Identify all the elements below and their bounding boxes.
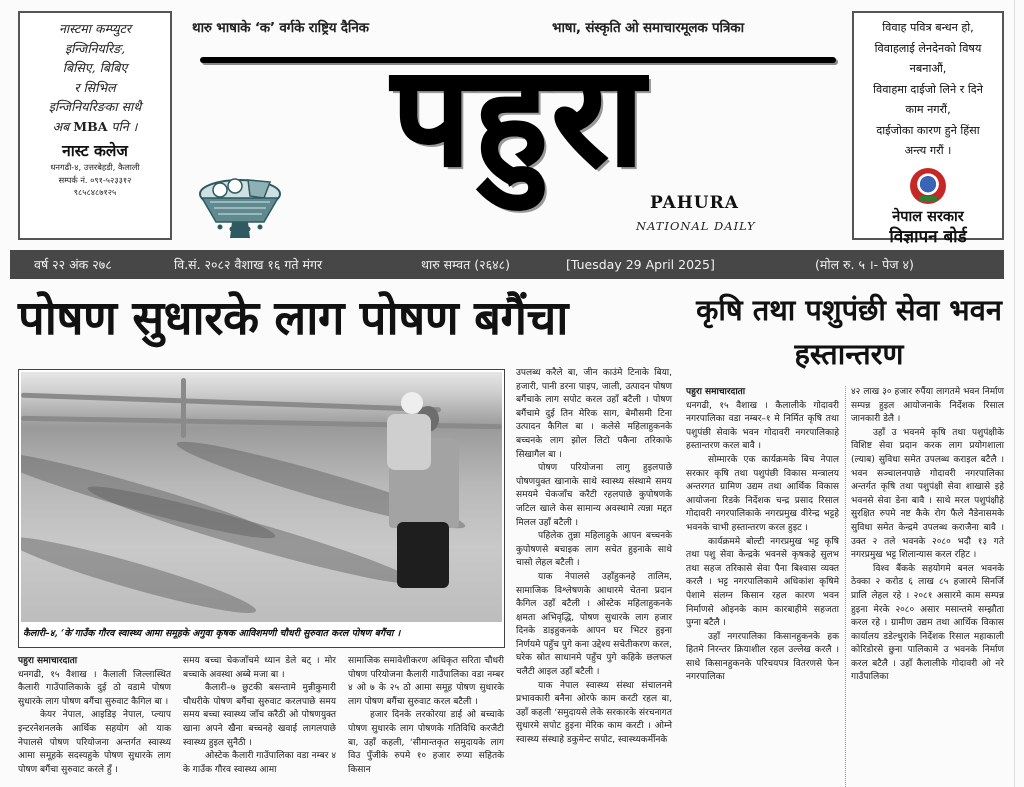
college-address: धनगढी-४, उत्तरबेहडी, कैलाली <box>50 162 140 172</box>
ad-line: नबनाऔं, <box>909 62 947 75</box>
college-mobile: ९८५८४८७१२५ <box>73 187 117 197</box>
ad-line: दाईजोका कारण हुने हिंसा <box>876 123 980 137</box>
paragraph: ओस्टेक कैलारी गाउँपालिका वडा नम्बर ४ के गाउँक गौरव स्वास्थ्य आमा <box>183 751 336 775</box>
ad-line: इन्जिनियरिङका साथै <box>48 99 142 114</box>
news-photo[interactable] <box>18 369 505 648</box>
paragraph: पहिलेक तुन्ना महिलाहुके आपन बच्चनके कुपोषणसे बचाइक लाग सचेत हुइनाके साथे चासो लेहल बटैली । <box>516 531 672 569</box>
ad-mba-line <box>20 117 170 137</box>
paragraph: ४२ लाख ३० हजार रुपैंया लागतमे भवन निर्माण सम्पन्न हुइल आयोजनाके निर्देशक रिसाल जानकारी डेलै । <box>851 387 1004 425</box>
paragraph: याक नेपाल स्वास्थ्य संस्था संचालनमे प्रभावकारी बनैना ओरफे काम करटी रहल बा, उहाँ कहली ‘समुदायसे लेके सरकारके संरचनागत सुधारमे सपोट हुइना मेरिक काम करटी । ओम्ने स्वास्थ्य संस्थाहे डकुमेन्ट सपोट, स्वास्थ्यकर्मीनके <box>516 680 672 746</box>
college-name: नास्ट कलेज <box>62 142 128 160</box>
ad-line: इन्जिनियरिङ, <box>64 40 126 56</box>
paragraph: सोम्मारके एक कार्यक्रमके बिच नेपाल सरकार कृषि तथा पशुपंछी विकास मन्त्रालय अन्तरगत ग्रामिण उद्यम तथा आर्थिक विकास आयोजना रिडके निर्देशक चन्द्र प्रसाद रिसाल गोदावरी नगरपालिकाके नगरप्रमुख वीरेन्द्र भट्टहे भवनके चाभी हस्तान्तरण करल हुइट । <box>686 454 839 533</box>
ad-nast-college[interactable] <box>18 11 172 240</box>
side-headline[interactable]: कृषि तथा पशुपंछी सेवा भवन हस्तान्तरण <box>696 293 1002 371</box>
main-story-col-2 <box>183 655 336 777</box>
photo-caption: कैलारी–४, ‘के’गाउँक गौरव स्वास्थ्य आमा समूहके अगुवा कृषक आविशमणी चौधरी सुरुवात करल पोषण बगैंचा । <box>23 628 401 639</box>
bs-date: वि.सं. २०८२ वैशाख १६ गते मंगर <box>174 257 323 272</box>
paragraph: धनगढी, १५ वैशाख । कैलालीके गोदावरी नगरपालिका वडा नम्बर–१ मे निर्मित कृषि तथा पशुपंछी सेवाके भवन गोदावरी नगरपालिकाहे हस्तान्तरण करल बावै । <box>686 400 839 452</box>
ad-date: [Tuesday 29 April 2025] <box>566 257 715 272</box>
side-story-col-2 <box>851 386 1004 685</box>
paragraph: कैलारी–७ छुटकी बसन्तामे मुन्नीकुमारी चौधरीके पोषण बगैंचा सुरुवाट करलपाछे समय समय बच्चा स्वास्थ्य जाँच करैठी ओ पोषणयुक्त खाना अपने खैना बच्चनहे खवाई लागलपाछे स्वास्थ्य हुइल सुनैठी । <box>183 683 336 748</box>
paragraph: उपलब्ध करैले बा, जीन काउंमे टिनाके बिया, हजारी, पानी डरना पाइप, जाली, उत्पादन पोषण बगैंचाके लाग सपोट करल उहाँ बटैली । पोषण बगैंचामे दुई तिन मेरिक साग, बेमौसमी टिना उत्पादन कैगिल बा । कलेसे महिलाहुकनके बच्चनके लाग झोल लिटो पकैना तरिकाफे सिखागैल बा । <box>516 368 672 460</box>
paragraph: पोषण परियोजना लागु हुइलपाछे पोषणयुक्त खानाके साथे स्वास्थ्य संस्थामे समय समयमे चेकजाँच करैटी रहलपाछे कुपोषणके जटिल खाले केस सामान्य अवस्थामे त्यन्ना मद्दत मिलल उहाँ बटैली । <box>516 463 672 528</box>
paragraph: धनगढी, १५ वैशाख । कैलाली जिल्लास्थित कैलारी गाउँपालिकाके दुई ठो वडामे पोषण सुधारके लाग पोषण बगैंचा सुरुवाट कैगिल बा । <box>18 669 171 707</box>
ad-mba-prefix: अब <box>52 118 70 134</box>
ad-advertising-board[interactable] <box>852 11 1004 247</box>
ad-line: काम नगरौं, <box>905 103 951 116</box>
newspaper-title[interactable]: पहुरा <box>392 36 648 197</box>
price-page: (मोल रु. ५ ।- पेज ४) <box>815 257 914 272</box>
column-divider <box>845 386 846 787</box>
year-issue: वर्ष २२ अंक २७८ <box>34 257 112 272</box>
ad-line: विवाहलाई लेनदेनको विषय <box>874 41 982 55</box>
tagline-left: थारु भाषाके ‘क’ वर्गके राष्ट्रिय दैनिक <box>192 20 369 36</box>
byline: पहुरा समाचारदाता <box>686 387 746 397</box>
page-edge <box>1014 0 1015 787</box>
ad-line: अन्त्य गरौं । <box>904 144 952 157</box>
paragraph: उहाँ उ भवनमे कृषि तथा पशुपंक्षीके विशिष्ट सेवा प्रदान करक लाग प्रयोगशाला (ल्याब) सुविधा समेत उपलब्ध कराइल बटैलै । भवन सञ्चालनपाछे गोदावरी नगरपालिका अन्तर्गत कृषि तथा पशुपंक्षी सेवा शाखासे इहे भवनसे सेवा डेना बावै । साथे मरल पशुपंक्षीहे सुरक्षित रुपमे नष्ट कैके रोग फैले नैडेनासमके सुविधा समेत केन्द्रमे उपलब्ध कराजैना बावै । उक्त २ तले भवनके २०८० भदौ १३ गते नगरप्रमुख भट्ट शिलान्यास करल रहिट । <box>851 427 1004 561</box>
ad-mba: MBA <box>73 118 108 134</box>
paragraph: याक नेपालसे उहाँहुकनहे तालिम, सामाजिक विश्लेषणके आधारमे चेतना प्रदान कैगिल उहाँ बटैली । ओस्टेक महिलाहुकनके क्षमता अभिवृद्धि, पोषण सुधारके लाग हजार दिनके डाइहुकनके आपन घर भिटर हुइना निर्णयमे पहुँच पुगे कना उद्देश्य सचेतीकरण करल, घरेक स्रोत साधानमे पहुँच पुगे कहिके छलफल चलैटी आइल उहाँ बटैली । <box>516 571 672 678</box>
garden-photo <box>21 372 502 622</box>
nepal-emblem-icon <box>910 168 946 204</box>
ad-mba-suffix: पनि । <box>111 118 138 134</box>
ad-line: बिसिए, बिबिए <box>62 60 128 75</box>
ad-line: र सिभिल <box>74 79 116 95</box>
tagline-right: भाषा, संस्कृति ओ समाचारमूलक पत्रिका <box>552 20 744 36</box>
byline: पहुरा समाचारदाता <box>18 656 78 666</box>
main-story-col-3 <box>348 655 504 777</box>
paragraph: केयर नेपाल, आइडिइ नेपाल, प्ल्याप इन्टरनेशनलके आर्थिक सहयोग ओ याक नेपालसे पोषण परियोजना अन्तर्गत स्वास्थ्य आमा समूहके सदस्यहुके पोषण सुधारके लाग पोषण बगैंचा सुरुवाट करले हुँ । <box>18 710 171 775</box>
main-headline[interactable]: पोषण सुधारके लाग पोषण बगैंचा <box>18 291 568 346</box>
ad-line: विवाह पवित्र बन्धन हो, <box>882 21 974 34</box>
paragraph: सामाजिक समावेशीकरण अधिकृत सरिता चौधरी पोषण परियोजना कैलारी गाउँपालिका वडा नम्बर ४ ओ ७ के २५ ठो आमा समूह पोषण सुधारके लाग पोषण बगैंचा सुरुवाट करल बटैली । <box>348 656 504 707</box>
basket-icon <box>190 172 290 242</box>
dateline-bar <box>10 250 1004 279</box>
side-story-col-1 <box>686 386 839 685</box>
subtitle-english: NATIONAL DAILY <box>636 219 756 233</box>
paragraph: विश्व बैंकके सहयोगमे बनल भवनके ठेक्का २ करोड ६ लाख ८५ हजारमे सिनर्जि प्रालि लेहल रहे । २०८१ असारमे काम सम्पन्न हुइना मेरके २०८० असार मसान्तमे सम्झौता करल रहे । ग्रामीण उद्यम तथा आर्थिक विकास कार्यालय डडेल्धुराके निर्देशक रिसाल महाकाली कोरिडोरसे छुना पालिकामे उ भवनके निर्माण करल बटैलै । उहाँ कैलालीके गोदावरी ओ नरे गाउँपालिका <box>851 563 1004 683</box>
ad-line: नास्टमा कम्प्युटर <box>58 21 132 36</box>
title-english: PAHURA <box>650 193 739 213</box>
ad-board: विज्ञापन बोर्ड <box>889 226 967 247</box>
paragraph: कार्यक्रममे बोल्टी नगरप्रमुख भट्ट कृषि तथा पशु सेवा केन्द्रके भवनसे कृषकहे सुलभ तथा सहज तरिकासे सेवा पैना बिश्वास व्यक्त करलै । भट्ट नगरपालिकामे अधिकांश कृषिमे पेशामे संलग्न किसान रहल कारण भवन निर्माणसे ओइनके काम कारबाहीमे सहजता पुग्ना बटैलै । <box>686 536 839 629</box>
main-story-col-1 <box>18 655 171 777</box>
college-phone: सम्पर्क नं. ०९१-५२३३१२ <box>58 174 132 185</box>
ad-line: विवाहमा दाईजो लिने र दिने <box>873 82 983 96</box>
paragraph: समय बच्चा चेकजाँचमे ध्यान डेले बट् । मोर बच्चाके अवस्था अब्बे मजा बा । <box>183 656 336 680</box>
paragraph: उहाँ नगरपालिका किसानहुकनके हक हितमे निरन्तर क्रियाशील रहल उल्लेख करलै । साथे किसानहुकनके परिचयपत्र वितरणसे फेन नगरपालिका <box>686 631 839 683</box>
main-story-col-4 <box>516 367 672 748</box>
tharu-samvat: थारु सम्वत (२६४८) <box>421 257 510 272</box>
ad-gov: नेपाल सरकार <box>892 208 964 225</box>
paragraph: हजार दिनके लरकोरया डाई ओ बच्चाके पोषण सुधारके लाग पोषणके गतिविधि करजैटी बा, उहाँ कहली, ‘सीमान्तकृत समुदायके लाग विउ पुँजीके रुपमे १० हजार रुप्या सहितके किसान <box>348 710 504 775</box>
